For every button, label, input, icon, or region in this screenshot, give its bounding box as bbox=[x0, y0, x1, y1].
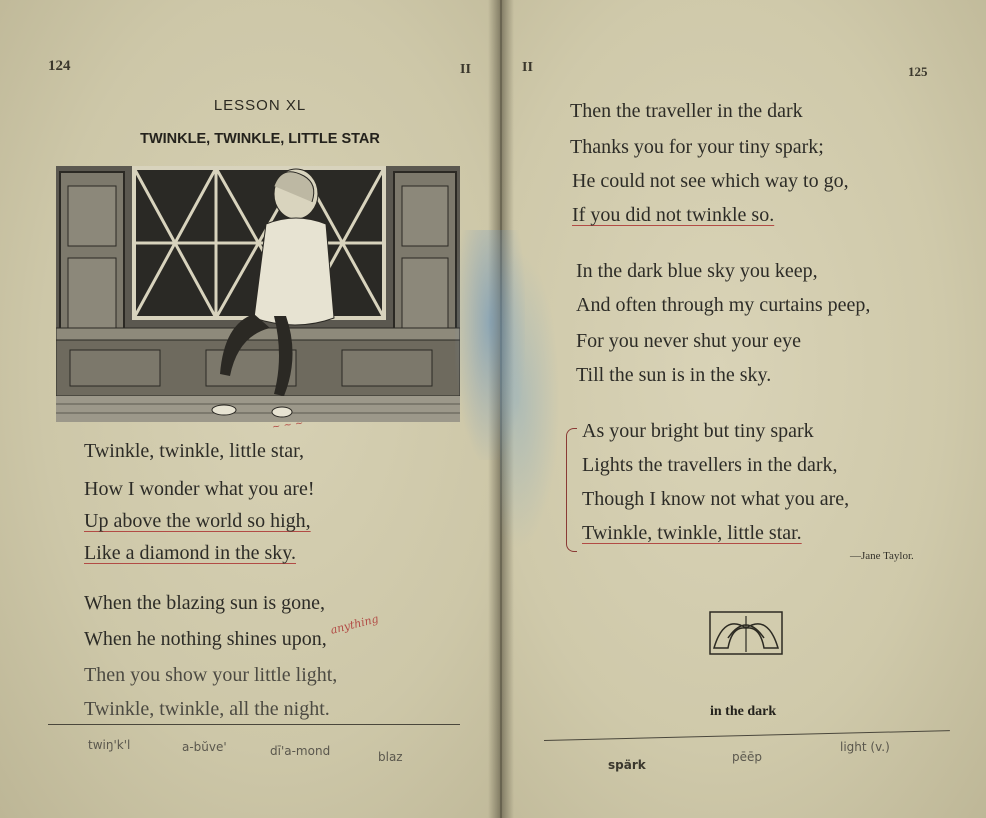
window-scene-drawing bbox=[56, 166, 460, 422]
section-mark-right: II bbox=[522, 60, 533, 75]
stanza3-line3: He could not see which way to go, bbox=[572, 170, 849, 192]
pronunciation-blaze: blaz bbox=[378, 750, 403, 764]
stanza5-line4: Twinkle, twinkle, little star. bbox=[582, 522, 802, 544]
handwritten-annotation-anything: anything bbox=[329, 612, 380, 637]
stanza5-line1: As your bright but tiny spark bbox=[582, 420, 814, 442]
pronunciation-light: light (v.) bbox=[840, 740, 890, 754]
blue-ink-stain-right bbox=[500, 250, 560, 550]
stanza5-line3: Though I know not what you are, bbox=[582, 488, 850, 510]
stanza3-line1: Then the traveller in the dark bbox=[570, 100, 803, 122]
stanza3-line4: If you did not twinkle so. bbox=[572, 204, 775, 226]
stanza2-line1: When the blazing sun is gone, bbox=[84, 592, 326, 614]
stanza3-line2: Thanks you for your tiny spark; bbox=[570, 136, 824, 158]
stanza4-line4: Till the sun is in the sky. bbox=[576, 364, 772, 386]
author-credit: —Jane Taylor. bbox=[850, 550, 914, 562]
pronunciation-above: a-bŭve' bbox=[182, 740, 227, 754]
illustration-child-at-window bbox=[56, 166, 460, 422]
stanza1-line4: Like a diamond in the sky. bbox=[84, 542, 296, 564]
stanza2-line3: Then you show your little light, bbox=[84, 664, 338, 686]
stanza1-line2-text: How I wonder what you are! bbox=[84, 478, 315, 500]
stanza5-line2: Lights the travellers in the dark, bbox=[582, 454, 838, 476]
footer-rule-left bbox=[48, 724, 460, 725]
stanza2-line4: Twinkle, twinkle, all the night. bbox=[84, 698, 330, 720]
margin-bracket bbox=[566, 428, 577, 552]
section-mark-left: II bbox=[460, 62, 471, 77]
page-number-right: 125 bbox=[908, 64, 928, 79]
stanza4-line3: For you never shut your eye bbox=[576, 330, 801, 352]
stanza2-line2: When he nothing shines upon, bbox=[84, 628, 327, 650]
handwritten-margin-note: ~ ~ ~ bbox=[271, 417, 305, 434]
pronunciation-peep: pēēp bbox=[732, 750, 762, 764]
pronunciation-diamond: dī'a-mond bbox=[270, 744, 331, 758]
stanza4-line1: In the dark blue sky you keep, bbox=[576, 260, 818, 282]
vocabulary-heading: in the dark bbox=[710, 704, 777, 719]
stanza1-line1: Twinkle, twinkle, little star, bbox=[84, 440, 304, 462]
page-number-left: 124 bbox=[48, 58, 71, 74]
poem-title: TWINKLE, TWINKLE, LITTLE STAR bbox=[140, 131, 380, 147]
lesson-heading: LESSON XL bbox=[213, 97, 307, 114]
pronunciation-spark: spärk bbox=[608, 758, 646, 772]
stanza1-line3: Up above the world so high, bbox=[84, 510, 311, 532]
pronunciation-twinkle: twiŋ'k'l bbox=[88, 738, 131, 752]
decorative-ornament-icon bbox=[708, 608, 784, 658]
right-page bbox=[500, 0, 986, 818]
stanza4-line2: And often through my curtains peep, bbox=[576, 294, 871, 316]
stanza1-line2 bbox=[84, 478, 314, 501]
